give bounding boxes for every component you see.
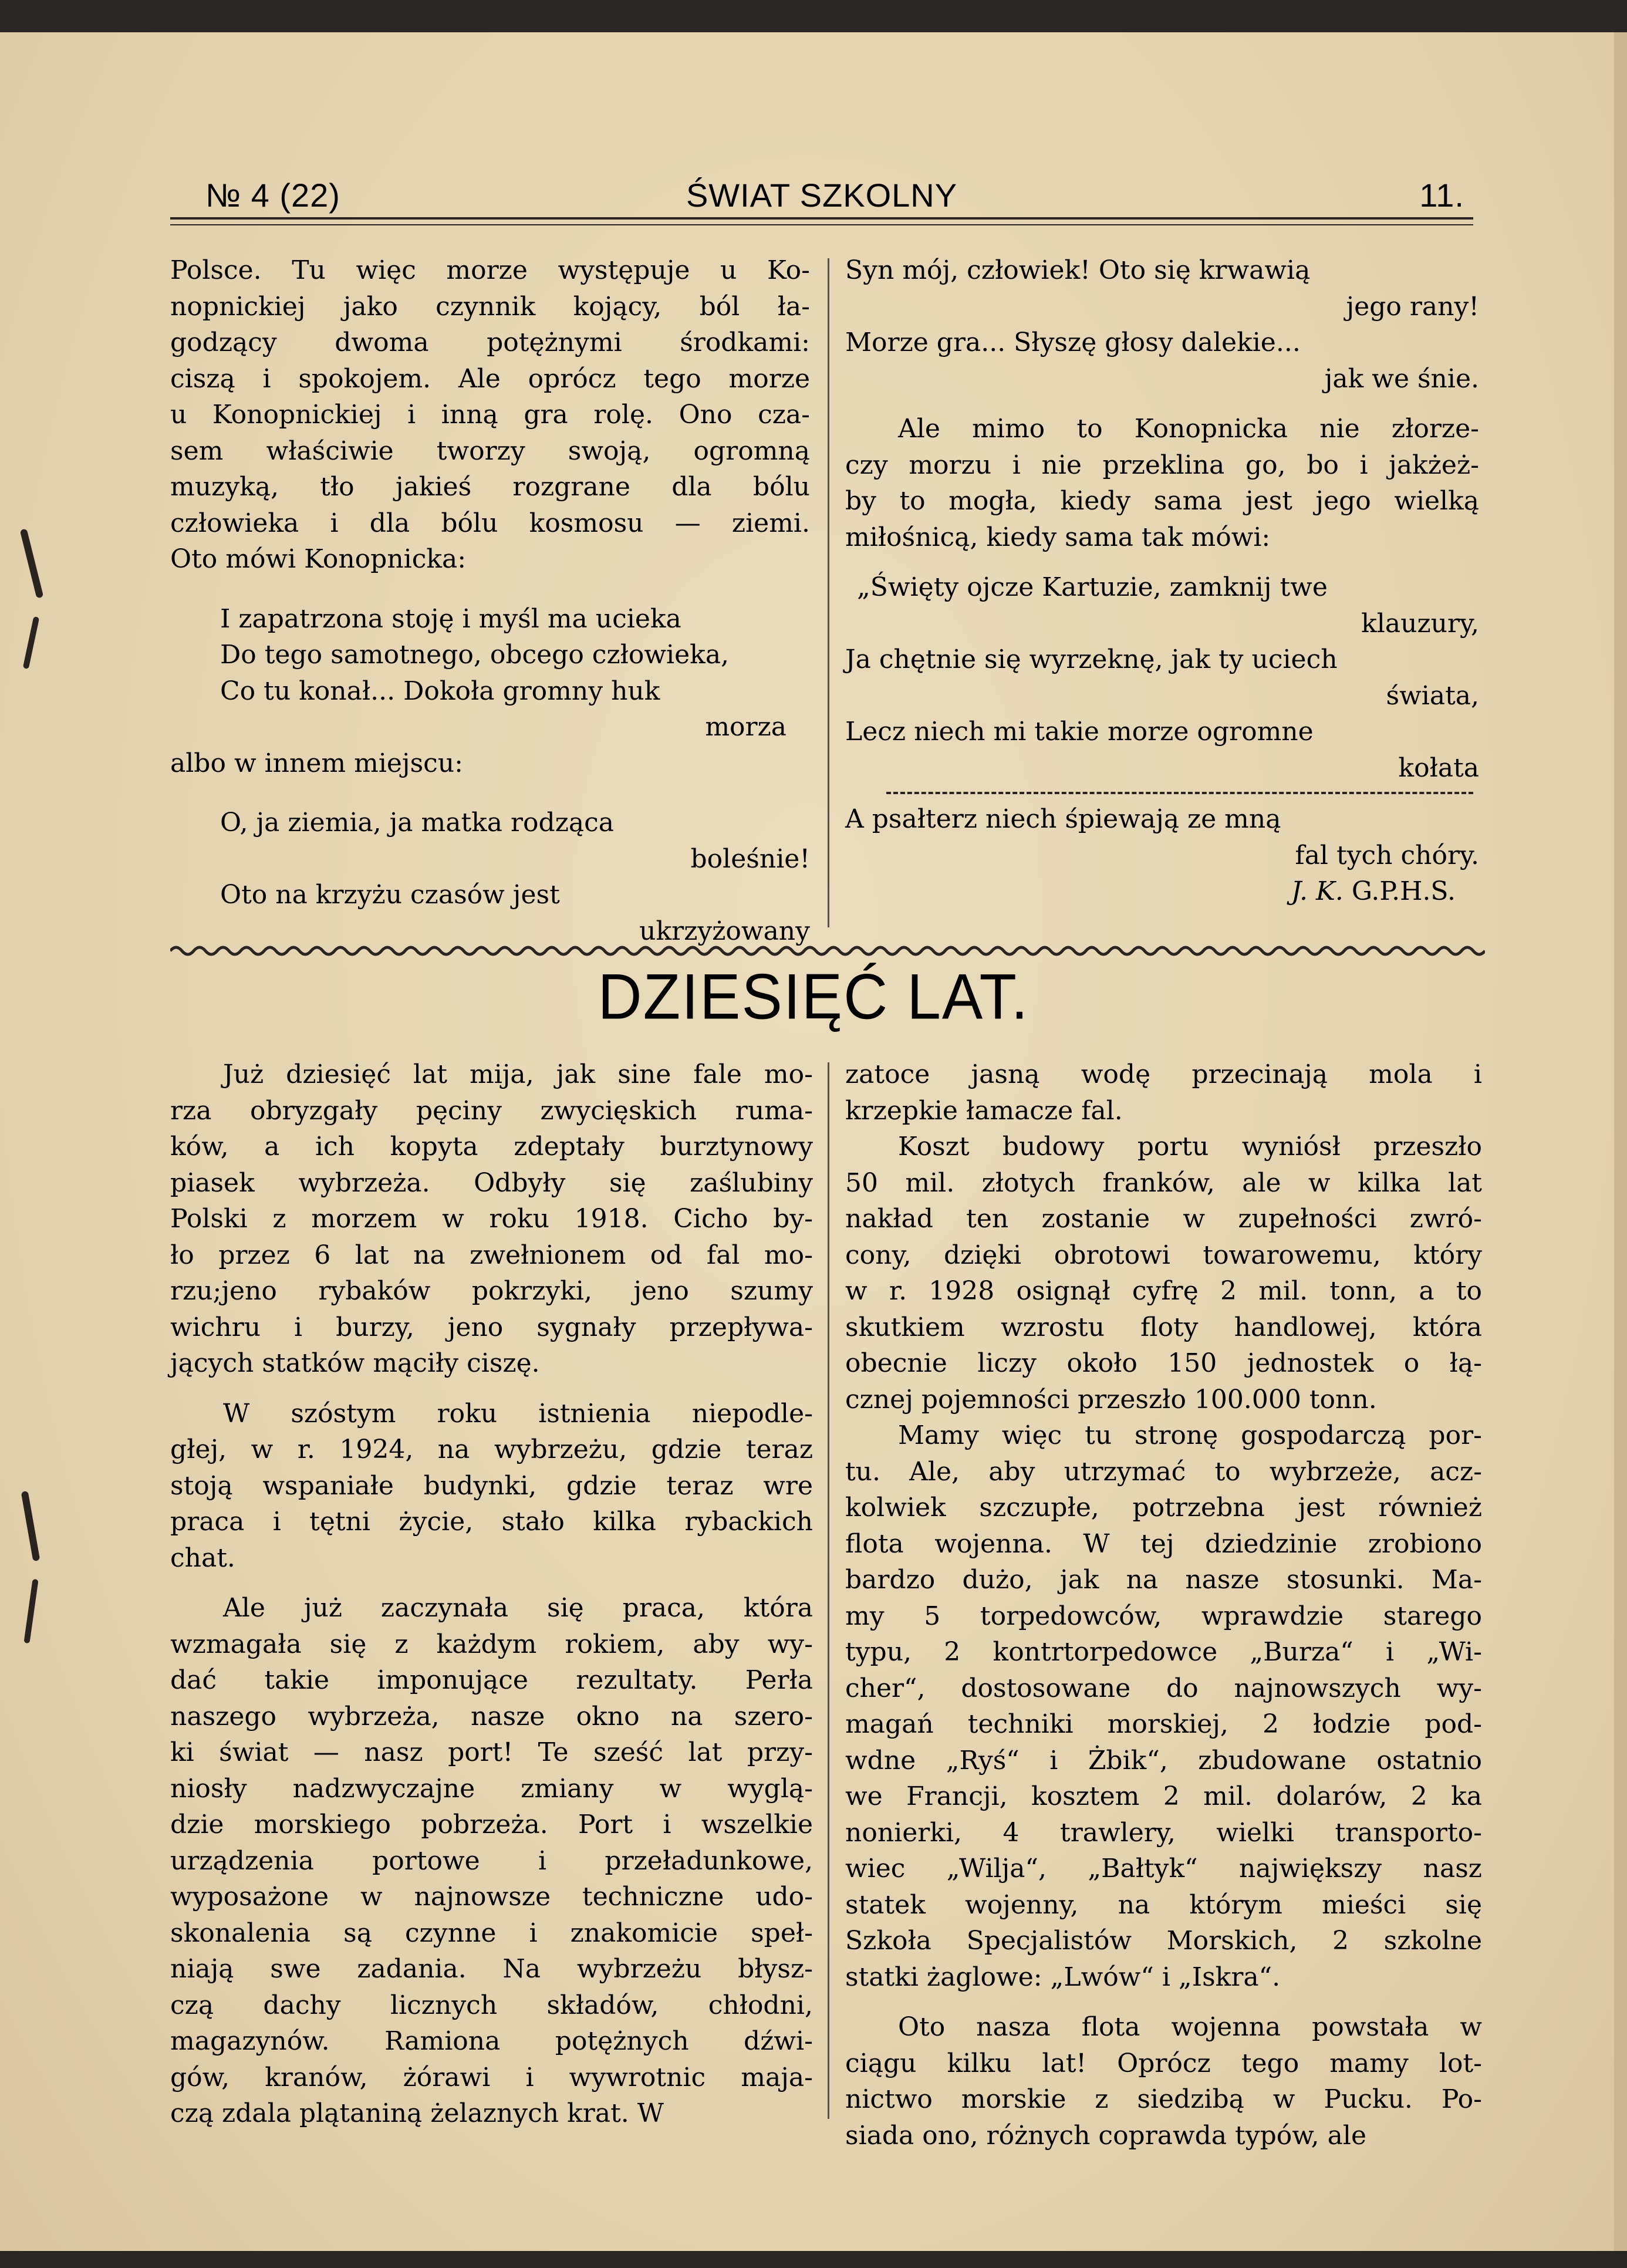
text-line: cony, dzięki obrotowi towarowemu, który xyxy=(845,1240,1482,1270)
text-line: człowieka i dla bólu kosmosu — ziemi. xyxy=(170,508,810,538)
verse-line: „Święty ojcze Kartuzie, zamknij twe xyxy=(857,572,1328,602)
text-line: Ale już zaczynała się praca, która xyxy=(223,1593,813,1623)
verse-wrap: boleśnie! xyxy=(690,843,810,874)
paragraph xyxy=(170,1057,813,1382)
text-line: rza obryzgały pęciny zwycięskich ruma- xyxy=(170,1095,813,1126)
text-line: rzu;jeno rybaków pokrzyki, jeno szumy xyxy=(170,1276,813,1306)
header-rule xyxy=(170,217,1473,220)
text-line: Ale mimo to Konopnicka nie złorze- xyxy=(898,414,1479,444)
text-line: czą dachy licznych składów, chłodni, xyxy=(170,1990,813,2020)
text-line: Mamy więc tu stronę gospodarczą por- xyxy=(898,1420,1482,1450)
text-line: Polski z morzem w roku 1918. Cicho by- xyxy=(170,1204,813,1234)
verse-line: Lecz niech mi takie morze ogromne xyxy=(845,717,1314,747)
text-line: typu, 2 kontrtorpedowce „Burza“ i „Wi- xyxy=(845,1637,1482,1667)
continued-text xyxy=(170,252,810,578)
signature xyxy=(845,873,1479,910)
text-line: niosły nadzwyczajne zmiany w wyglą- xyxy=(170,1773,813,1804)
article-column-left xyxy=(170,1057,813,2132)
column-top-right xyxy=(845,252,1479,910)
text-line: Szkoła Specjalistów Morskich, 2 szkolne xyxy=(845,1926,1482,1956)
text-line: flota wojenna. W tej dziedzinie zrobiono xyxy=(845,1528,1482,1559)
text-line: sem właściwie tworzy swoją, ogromną xyxy=(170,436,810,466)
wavy-separator xyxy=(170,939,1485,963)
text-line: ków, a ich kopyta zdeptały burztynowy xyxy=(170,1132,813,1162)
text-line: krzepkie łamacze fal. xyxy=(845,1095,1123,1126)
header-rule xyxy=(170,224,1473,225)
journal-title: ŚWIAT SZKOLNY xyxy=(686,177,958,214)
signature-initials: J. K. xyxy=(1291,876,1344,906)
text-line: niają swe zadania. Na wybrzeżu błysz- xyxy=(170,1954,813,1984)
text-line: tu. Ale, aby utrzymać to wybrzeże, acz- xyxy=(845,1456,1482,1487)
text-line: ki świat — nasz port! Te sześć lat przy- xyxy=(170,1737,813,1767)
text-line: godzący dwoma potężnymi środkami: xyxy=(170,328,810,357)
verse-wrap: jak we śnie. xyxy=(1324,363,1479,394)
text-line: naszego wybrzeża, nasze okno na szero- xyxy=(170,1701,813,1732)
text-line: urządzenia portowe i przeładunkowe, xyxy=(170,1845,813,1876)
text-line: zatoce jasną wodę przecinają mola i xyxy=(845,1059,1482,1089)
text-line: statek wojenny, na którym mieści się xyxy=(845,1889,1482,1920)
page-number: 11. xyxy=(1419,177,1464,214)
text-line: we Francji, kosztem 2 mil. dolarów, 2 ka xyxy=(845,1781,1482,1811)
text-line: chat. xyxy=(170,1543,235,1573)
text-line: piasek wybrzeża. Odbyły się zaślubiny xyxy=(170,1167,813,1198)
paragraph xyxy=(845,1129,1482,1418)
issue-number: № 4 (22) xyxy=(205,177,340,214)
text-line: dzie morskiego pobrzeża. Port i wszelkie xyxy=(170,1810,813,1840)
text-line: wyposażone w najnowsze techniczne udo- xyxy=(170,1882,813,1912)
text-line: nopnickiej jako czynnik kojący, ból ła- xyxy=(170,291,810,322)
text-line: bardzo dużo, jak na nasze stosunki. Ma- xyxy=(845,1565,1482,1595)
verse-line: I zapatrzona stoję i myśl ma ucieka xyxy=(220,603,681,634)
text-line: Polsce. Tu więc morze występuje u Ko- xyxy=(170,255,810,285)
text-line: skonalenia są czynne i znakomicie speł- xyxy=(170,1918,813,1948)
text-line: ciszą i spokojem. Ale oprócz tego morze xyxy=(170,363,810,394)
text-line: jących statków mąciły ciszę. xyxy=(170,1348,540,1378)
verse-line: Do tego samotnego, obcego człowieka, xyxy=(220,640,730,670)
poem-excerpt xyxy=(170,601,810,710)
verse-line: Morze gra... Słyszę głosy dalekie... xyxy=(845,328,1301,357)
text-line: Oto mówi Konopnicka: xyxy=(170,544,467,574)
text-line: wzmagała się z każdym rokiem, aby wy- xyxy=(170,1629,813,1659)
verse-wrap: ukrzyżowany xyxy=(639,916,810,946)
page-edge xyxy=(1614,32,1627,2251)
text-line: wichru i burzy, jeno sygnały przepływa- xyxy=(170,1312,813,1342)
text-line: statki żaglowe: „Lwów“ i „Iskra“. xyxy=(845,1962,1281,1992)
text-line: cznej pojemności przeszło 100.000 tonn. xyxy=(845,1384,1377,1415)
verse-line: Ja chętnie się wyrzeknę, jak ty uciech xyxy=(845,644,1338,674)
text-line: magań techniki morskiej, 2 łodzie pod- xyxy=(845,1709,1482,1739)
column-top-left xyxy=(170,252,810,949)
article-title: DZIESIĘĆ LAT. xyxy=(598,961,1029,1033)
text-line: Koszt budowy portu wyniósł przeszło xyxy=(898,1132,1482,1162)
paragraph xyxy=(845,1418,1482,1995)
text-line: nonierki, 4 trawlery, wielki transporto- xyxy=(845,1817,1482,1848)
text-line: Oto nasza flota wojenna powstała w xyxy=(898,2012,1482,2042)
text-line: 50 mil. złotych franków, ale w kilka lat xyxy=(845,1167,1482,1198)
text-line: czą zdala plątaniną żelaznych krat. W xyxy=(170,2098,664,2128)
column-divider xyxy=(828,258,829,927)
paragraph xyxy=(170,1590,813,2132)
paragraph xyxy=(845,411,1479,555)
paragraph xyxy=(845,1057,1482,1129)
verse-line: O, ja ziemia, ja matka rodząca xyxy=(220,808,614,838)
text-line: u Konopnickiej i inną gra rolę. Ono cza- xyxy=(170,400,810,430)
verse-wrap: klauzury, xyxy=(1361,608,1479,639)
dashed-separator xyxy=(886,792,1473,794)
verse-wrap: fal tych chóry. xyxy=(1295,840,1479,870)
text-line: wdne „Ryś“ i Żbik“, zbudowane ostatnio xyxy=(845,1745,1482,1776)
text-line: w r. 1928 osignął cyfrę 2 mil. tonn, a to xyxy=(845,1276,1482,1306)
text-line: siada ono, różnych coprawda typów, ale xyxy=(845,2120,1366,2151)
paragraph xyxy=(845,2009,1482,2154)
verse-line: Syn mój, człowiek! Oto się krwawią xyxy=(845,255,1311,285)
text-line: praca i tętni życie, stało kilka rybackich xyxy=(170,1507,813,1537)
verse-line: Co tu konał... Dokoła gromny huk xyxy=(220,676,660,706)
text-line: by to mogła, kiedy sama jest jego wielką xyxy=(845,486,1479,516)
text-line: Już dziesięć lat mija, jak sine fale mo- xyxy=(223,1059,813,1089)
verse-wrap: kołata xyxy=(1398,752,1479,783)
text-line: my 5 torpedowców, wprawdzie starego xyxy=(845,1601,1482,1631)
text-line: albo w innem miejscu: xyxy=(170,748,463,778)
text-line: magazynów. Ramiona potężnych dźwi- xyxy=(170,2026,813,2056)
text-line: ciągu kilku lat! Oprócz tego mamy lot- xyxy=(845,2048,1482,2078)
verse-wrap: jego rany! xyxy=(1346,291,1479,322)
running-header xyxy=(170,176,1473,223)
text-line: nictwo morskie z siedzibą w Pucku. Po- xyxy=(845,2084,1482,2114)
text-line: dać takie imponujące rezultaty. Perła xyxy=(170,1665,813,1695)
text-line: czy morzu i nie przeklina go, bo i jakżeż- xyxy=(845,450,1479,480)
verse-wrap: świata, xyxy=(1386,680,1479,711)
text-line: muzyką, tło jakieś rozgrane dla bólu xyxy=(170,472,810,502)
text-line: miłośnicą, kiedy sama tak mówi: xyxy=(845,522,1271,552)
text-line: gów, kranów, żórawi i wywrotnic maja- xyxy=(170,2062,813,2092)
text-line: skutkiem wzrostu floty handlowej, która xyxy=(845,1312,1482,1342)
text-line: obecnie liczy około 150 jednostek o łą- xyxy=(845,1348,1482,1378)
text-line: nakład ten zostanie w zupełności zwró- xyxy=(845,1204,1482,1234)
text-line: stoją wspaniałe budynki, gdzie teraz wre xyxy=(170,1470,813,1501)
paragraph xyxy=(170,1396,813,1577)
verse-line: A psałterz niech śpiewają ze mną xyxy=(845,804,1281,834)
verse-line: Oto na krzyżu czasów jest xyxy=(220,880,560,910)
text-line: głej, w r. 1924, na wybrzeżu, gdzie teraz xyxy=(170,1435,813,1464)
text-line: kolwiek szczupłe, potrzebna jest również xyxy=(845,1493,1482,1523)
verse-wrap: morza xyxy=(705,712,787,742)
text-line: wiec „Wilja“, „Bałtyk“ największy nasz xyxy=(845,1854,1482,1884)
column-divider xyxy=(828,1062,829,2119)
article-column-right xyxy=(845,1057,1482,2154)
signature-org: G.P.H.S. xyxy=(1351,876,1456,906)
text-line: ło przez 6 lat na zwełnionem od fal mo- xyxy=(170,1240,813,1270)
text-line: cher“, dostosowane do najnowszych wy- xyxy=(845,1673,1482,1703)
text-line: W szóstym roku istnienia niepodle- xyxy=(223,1398,813,1429)
